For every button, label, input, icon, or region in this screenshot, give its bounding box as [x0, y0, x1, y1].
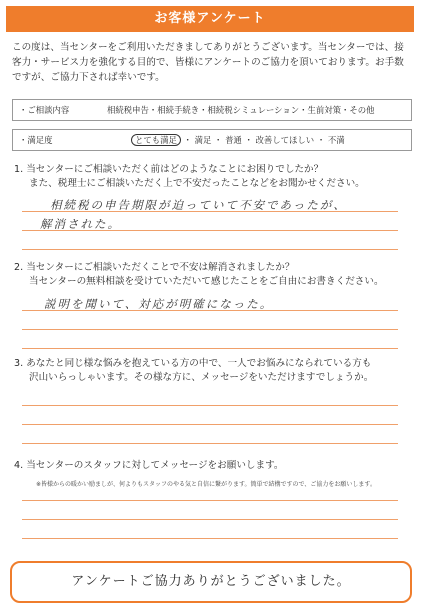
question-text: 当センターにご相談いただくことで不安は解消されましたか？ [26, 262, 295, 273]
question-text: 当センターのスタッフに対してメッセージをお願いします。 [26, 460, 284, 471]
handwritten-answer: 相続税の申告期限が迫っていて不安であったが、 [50, 198, 347, 212]
question-number: 1. [14, 164, 24, 175]
question-text: あなたと同じ様な悩みを抱えている方の中で、一人でお悩みになられている方も [26, 358, 372, 369]
satisfaction-label: ・満足度 [19, 135, 53, 145]
answer-line [22, 538, 398, 539]
answer-line [22, 405, 398, 406]
answer-line [22, 500, 398, 501]
option-separator: ・ [316, 135, 328, 145]
answer-line [22, 443, 398, 444]
handwritten-answer: 説明を聞いて、対応が明確になった。 [44, 297, 274, 311]
question-number: 4. [14, 460, 24, 471]
satisfaction-option[interactable]: 改善してほしい [255, 135, 315, 145]
intro-text: この度は、当センターをご利用いただきましてありがとうございます。当センターでは、接客力・サービス力を強化する目的で、皆様にアンケートのご協力を頂いております。お手数ですが、ご協力下されば幸いです。 [12, 42, 404, 83]
option-separator: ・ [183, 135, 195, 145]
satisfaction-option-selected[interactable]: とても満足 [131, 134, 181, 146]
consultation-box [12, 99, 412, 121]
question-number: 3. [14, 358, 24, 369]
answer-line [22, 519, 398, 520]
question-number: 2. [14, 262, 24, 273]
thanks-banner: アンケートご協力ありがとうございました。 [10, 561, 412, 603]
consultation-value: 相続税申告・相続手続き・相続税シミュレーション・生前対策・その他 [107, 105, 375, 115]
answer-line [22, 348, 398, 349]
question-text-2: また、税理士にご相談いただく上で不安だったことなどをお聞かせください。 [29, 178, 365, 189]
satisfaction-option[interactable]: 満足 [194, 135, 212, 145]
question-text: 当センターにご相談いただく前はどのようなことにお困りでしたか？ [26, 164, 324, 175]
staff-note: ※皆様からの暖かい励ましが、何よりもスタッフのやる気と自信に繋がります。簡単で結構ですので、ご協力をお願いします。 [36, 481, 376, 488]
handwritten-answer: 解消された。 [40, 217, 121, 231]
satisfaction-option[interactable]: 普通 [225, 135, 242, 145]
option-separator: ・ [244, 135, 256, 145]
answer-line [22, 424, 398, 425]
question-text-2: 当センターの無料相談を受けていただいて感じたことをご自由にお書きください。 [29, 276, 384, 287]
survey-title: お客様アンケート [6, 6, 414, 32]
consultation-label: ・ご相談内容 [19, 105, 70, 115]
option-separator: ・ [214, 135, 226, 145]
question-2 [14, 261, 414, 289]
satisfaction-box [12, 129, 412, 151]
answer-line [22, 329, 398, 330]
question-text-2: 沢山いらっしゃいます。その様な方に、メッセージをいただけますでしょうか。 [29, 372, 374, 383]
satisfaction-options [135, 130, 345, 150]
question-4 [14, 459, 414, 473]
satisfaction-option[interactable]: 不満 [327, 135, 345, 145]
question-3 [14, 357, 414, 385]
answer-line [22, 249, 398, 250]
question-1 [14, 163, 414, 191]
